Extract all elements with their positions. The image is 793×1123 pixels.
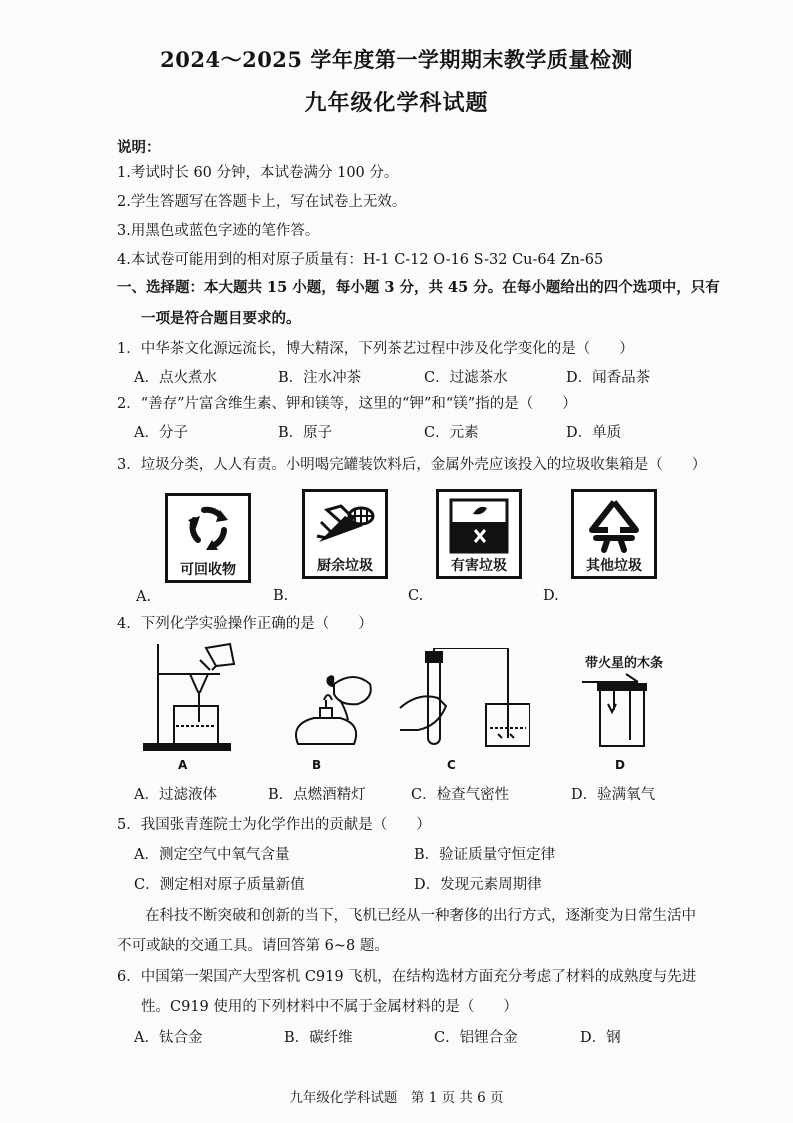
q1-option-a: A．点火煮水 [134,370,217,386]
q2-option-a: A．分子 [134,425,188,441]
q1-option-d: D．闻香品茶 [566,370,651,386]
other-waste-sign [571,489,657,579]
instruction-item: 4.本试卷可能用到的相对原子质量有：H-1 C-12 O-16 S-32 Cu-64 Zn-65 [117,252,604,268]
fig-label-c: C [447,758,456,772]
q2-option-b: B．原子 [278,425,333,441]
q2-option-c: C．元素 [424,425,479,441]
q6-option-a: A．钛合金 [134,1030,203,1046]
question-4-stem: 4．下列化学实验操作正确的是（ ） [117,616,373,632]
oxygen-full-check-figure [578,670,678,758]
q1-option-c: C．过滤茶水 [424,370,508,386]
question-6-stem-cont: 性。C919 使用的下列材料中不属于金属材料的是（ ） [141,999,518,1015]
page-footer: 九年级化学科试题 第 1 页 共 6 页 [289,1090,504,1106]
filtration-apparatus-figure [138,640,258,755]
passage-line-1: 在科技不断突破和创新的当下，飞机已经从一种奢侈的出行方式，逐渐变为日常生活中 [145,908,696,924]
sign-label: 其他垃圾 [574,556,654,576]
fig-d-caption: 带火星的木条 [585,656,664,671]
fig-label-d: D [615,758,625,772]
question-1-stem: 1．中华茶文化源远流长，博大精深，下列茶艺过程中涉及化学变化的是（ ） [117,341,634,357]
recycle-icon [168,496,248,560]
q5-option-a: A．测定空气中氧气含量 [134,847,290,863]
q4-option-a: A．过滤液体 [134,787,217,803]
fig-label-a: A [178,758,188,772]
instruction-item: 2.学生答题写在答题卡上，写在试卷上无效。 [117,194,407,210]
fishbone-icon [305,492,385,556]
kitchen-waste-sign [302,489,388,579]
q3-option-a: A. [136,589,152,605]
q3-option-c: C. [408,588,424,604]
other-waste-icon [574,492,654,556]
q4-option-c: C．检查气密性 [411,787,510,803]
question-3-stem: 3．垃圾分类，人人有责。小明喝完罐装饮料后，金属外壳应该投入的垃圾收集箱是（ ） [117,457,707,473]
q4-option-b: B．点燃酒精灯 [268,787,366,803]
alcohol-lamp-figure [284,664,384,754]
sign-label: 有害垃圾 [439,556,519,576]
fig-label-b: B [312,758,322,772]
sign-label: 厨余垃圾 [305,556,385,576]
q6-option-c: C．铝锂合金 [434,1030,518,1046]
exam-subtitle: 九年级化学科试题 [304,90,489,116]
q3-option-d: D. [543,588,559,604]
q6-option-b: B．碳纤维 [284,1030,353,1046]
q6-option-d: D．钢 [580,1030,621,1046]
question-5-stem: 5．我国张青莲院士为化学作出的贡献是（ ） [117,817,431,833]
q5-option-c: C．测定相对原子质量新值 [134,877,305,893]
q5-option-d: D．发现元素周期律 [414,877,542,893]
sign-label: 可回收物 [168,560,248,580]
instructions-heading: 说明： [117,139,161,156]
instruction-item: 1.考试时长 60 分钟，本试卷满分 100 分。 [117,165,399,181]
section-heading: 一、选择题：本大题共 15 小题，每小题 3 分，共 45 分。在每小题给出的四个选项中，只有 [117,279,720,296]
q3-option-b: B. [273,588,289,604]
section-heading-cont: 一项是符合题目要求的。 [141,310,301,327]
question-2-stem: 2．“善存”片富含维生素、钾和镁等，这里的“钾”和“镁”指的是（ ） [117,396,577,412]
airtightness-check-figure [398,648,530,756]
question-6-stem: 6．中国第一架国产大型客机 C919 飞机，在结构选材方面充分考虑了材料的成熟度与先进 [117,969,697,985]
q4-option-d: D．验满氧气 [571,787,656,803]
q5-option-b: B．验证质量守恒定律 [414,847,556,863]
hazardous-waste-sign [436,489,522,579]
hazard-bin-icon [439,492,519,556]
exam-title: 2024～2025 学年度第一学期期末教学质量检测 [160,47,633,72]
passage-line-2: 不可或缺的交通工具。请回答第 6~8 题。 [117,938,389,954]
q2-option-d: D．单质 [566,425,622,441]
instruction-item: 3.用黑色或蓝色字迹的笔作答。 [117,223,320,239]
recyclable-sign [165,493,251,583]
q1-option-b: B．注水冲茶 [278,370,362,386]
